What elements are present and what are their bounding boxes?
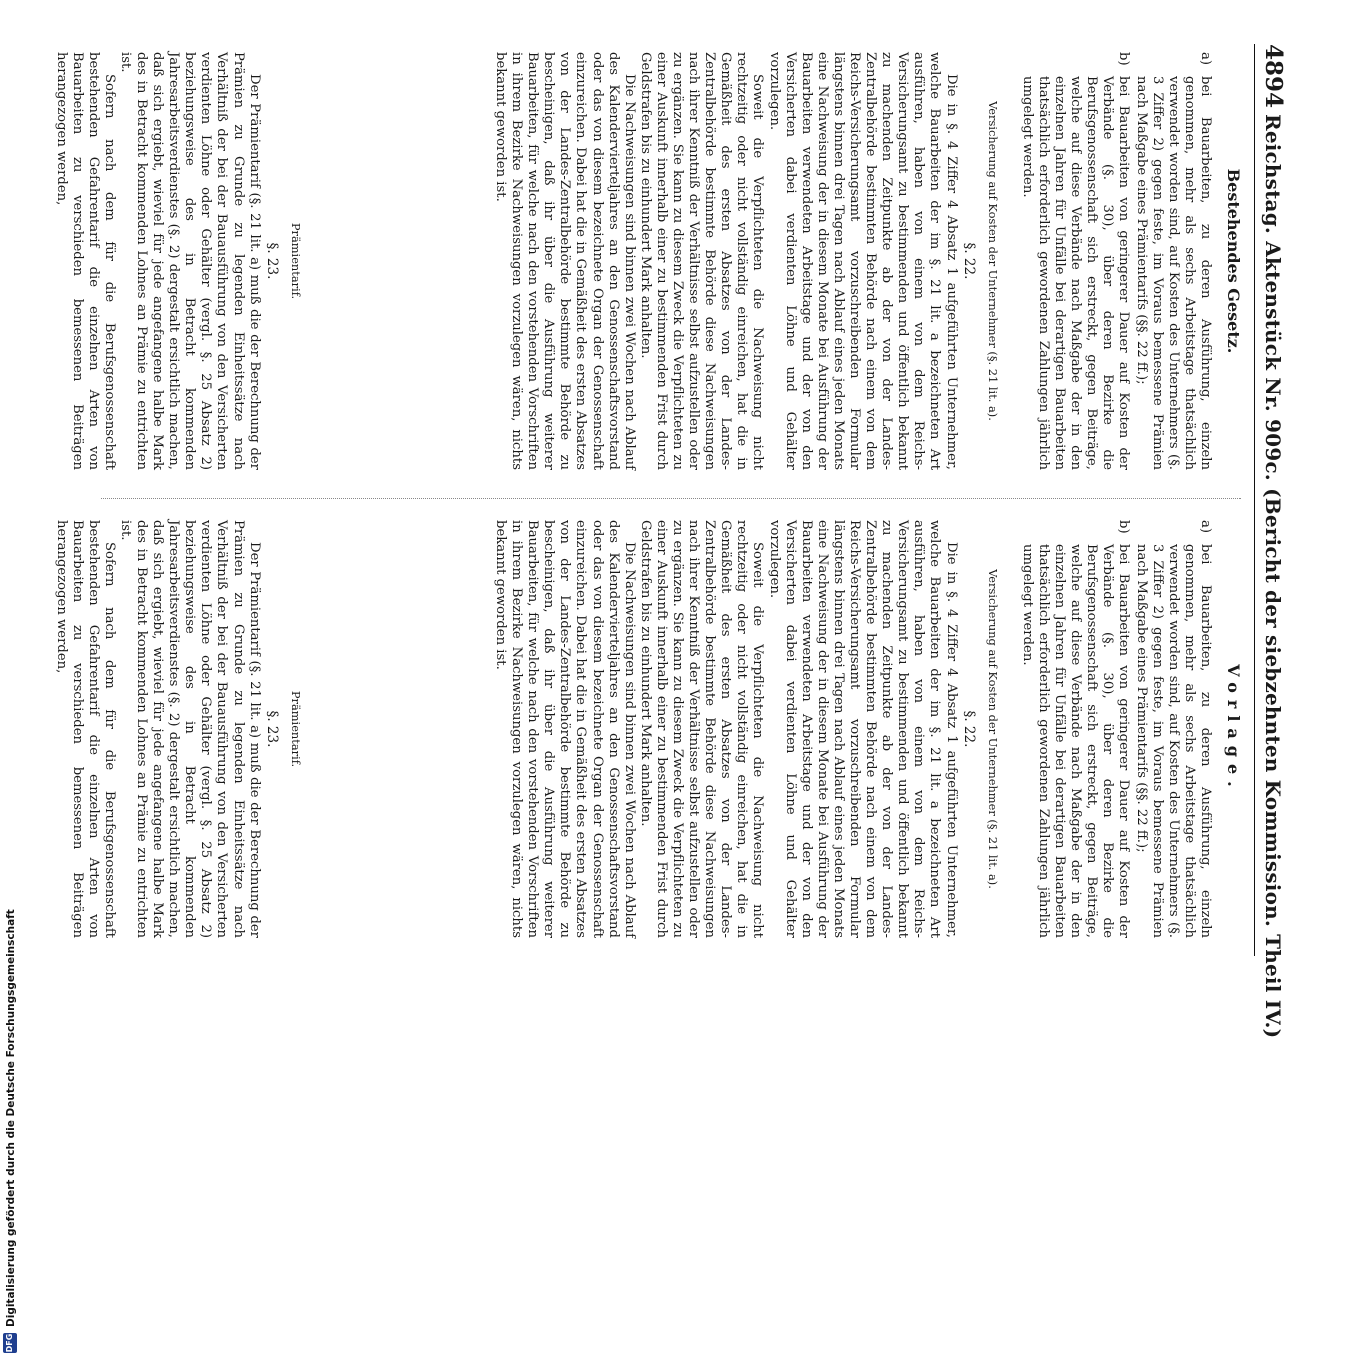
item-label: b) (1116, 52, 1132, 66)
dfg-logo: DFG (3, 1333, 17, 1353)
paragraph: Die Nachweisungen sind binnen zwei Wochen nach Ablauf des Kalendervierteljahres an den Genossenschaftsvorstand oder das von diesem bezeichnete Organ der Genossenschaft einzureichen. Dabei hat die in Gemäßheit des ersten Absatzes von der Landes-Zentralbehörde bestimmte Behörde zu bescheinigen, daß ihr über die Ausführung weiterer Bauarbeiten, für welche nach den vorstehenden Vorschriften in ihrem Bezirke Nachweisungen vorzulegen wären, nichts bekannt geworden ist. (492, 520, 637, 938)
item-label: a) (1197, 52, 1213, 66)
paragraph: Der Prämientarif (§. 21 lit. a) muß die der Berechnung der Prämien zu Grunde zu legenden Einheitssätze nach Verhältniß der bei der Bauausführung von den Versicherten verdienten Löhne oder Gehälter (vergl. §. 25 Absatz 2) beziehungsweise des in Betracht kommenden Jahresarbeitsverdienstes (§. 2) dergestalt ersichtlich machen, daß sich ergiebt, wieviel für jede angefangene halbe Mark des in Betracht kommenden Lohnes an Prämie zu entrichten ist. (117, 520, 262, 938)
list-item (1132, 520, 1212, 938)
running-head: Reichstag. Aktenstück Nr. 909c. (Bericht der siebzehnten Kommission. Theil IV.) (1261, 114, 1285, 1039)
paragraph: Die in §. 4 Ziffer 4 Absatz 1 aufgeführten Unternehmer, welche Bauarbeiten der im §. 21 lit. a bezeichneten Art ausführen, haben von einem von dem Reichs-Versicherungsamt zu bestimmenden und öffentlich bekannt zu machenden Zeitpunkte ab der von der Landes-Zentralbehörde bestimmten Behörde nach einem von dem Reichs-Versicherungsamt vorzuschreibenden Formular längstens binnen drei Tagen nach Ablauf eines jeden Monats eine Nachweisung der in diesem Monate bei Ausführung der Bauarbeiten verwendeten Arbeitstage und der von den Versicherten dabei verdienten Löhne und Gehälter vorzulegen. (766, 520, 959, 938)
item-label: a) (1197, 520, 1213, 534)
section-subheading: Prämientarif. (288, 222, 303, 300)
section-subheading: Versicherung auf Kosten der Unternehmer (§. 21 lit. a). (985, 569, 1000, 889)
paragraph: Der Prämientarif (§. 21 lit. a) muß die der Berechnung der Prämien zu Grunde zu legenden Einheitssätze nach Verhältniß der bei der Bauausführung von den Versicherten verdienten Löhne oder Gehälter (vergl. §. 25 Absatz 2) beziehungsweise des in Betracht kommenden Jahresarbeitsverdienstes (§. 2) dergestalt ersichtlich machen, daß sich ergiebt, wieviel für jede angefangene halbe Mark des in Betracht kommenden Lohnes an Prämie zu entrichten ist. (117, 52, 262, 470)
list-item (1019, 52, 1132, 470)
section-number: §. 23. (263, 242, 280, 280)
paragraph: Die in §. 4 Ziffer 4 Absatz 1 aufgeführten Unternehmer, welche Bauarbeiten der im §. 21 lit. a bezeichneten Art ausführen, haben von einem von dem Reichs-Versicherungsamt zu bestimmenden und öffentlich bekannt zu machenden Zeitpunkte ab der von der Landes-Zentralbehörde bestimmten Behörde nach einem von dem Reichs-Versicherungsamt vorzuschreibenden Formular längstens binnen drei Tagen nach Ablauf eines jeden Monats eine Nachweisung der in diesem Monate bei Ausführung der Bauarbeiten verwendeten Arbeitstage und der von den Versicherten dabei verdienten Löhne und Gehälter vorzulegen. (766, 52, 959, 470)
section-subheading: Prämientarif. (288, 690, 303, 768)
item-text: bei Bauarbeiten, zu deren Ausführung, einzeln genommen, mehr als sechs Arbeitstage thatsächlich verwendet worden sind, auf Kosten des Unternehmers (§. 3 Ziffer 2) gegen feste, im Voraus bemessene Prämien nach Maßgabe eines Prämientarifs (§§. 22 ff.); (1133, 544, 1213, 938)
column-existing-law (53, 52, 1243, 470)
section-number: §. 22. (960, 710, 977, 748)
page-header (1254, 44, 1289, 1039)
digitization-footer (0, 353, 20, 1353)
item-text: bei Bauarbeiten von geringerer Dauer auf Kosten der Verbände (§. 30), über deren Bezirke die Berufsgenossenschaft sich erstreckt, gegen Beiträge, welche auf diese Verbände nach Maßgabe der in den einzelnen Jahren für Unfälle bei derartigen Bauarbeiten thatsächlich erforderlich gewordenen Zahlungen jährlich umgelegt werden. (1019, 76, 1132, 470)
item-text: bei Bauarbeiten von geringerer Dauer auf Kosten der Verbände (§. 30), über deren Bezirke die Berufsgenossenschaft sich erstreckt, gegen Beiträge, welche auf diese Verbände nach Maßgabe der in den einzelnen Jahren für Unfälle bei derartigen Bauarbeiten thatsächlich erforderlich gewordenen Zahlungen jährlich umgelegt werden. (1019, 544, 1132, 938)
section-number: §. 23. (263, 710, 280, 748)
item-text: bei Bauarbeiten, zu deren Ausführung, einzeln genommen, mehr als sechs Arbeitstage thatsächlich verwendet worden sind, auf Kosten des Unternehmers (§. 3 Ziffer 2) gegen feste, im Voraus bemessene Prämien nach Maßgabe eines Prämientarifs (§§. 22 ff.); (1133, 76, 1213, 470)
column-title: Bestehendes Gesetz. (1224, 168, 1243, 354)
paragraph: Sofern nach dem für die Berufsgenossenschaft bestehenden Gefahrentarif die einzelnen Arten von Bauarbeiten zu verschieden bemessenen Beiträgen herangezogen werden, (53, 520, 117, 938)
footer-credit: Digitalisierung gefördert durch die Deutsche Forschungsgemeinschaft (5, 909, 17, 1327)
section-number: §. 22. (960, 242, 977, 280)
column-proposal (53, 520, 1243, 938)
paragraph: Soweit die Verpflichteten die Nachweisung nicht rechtzeitig oder nicht vollständig einreichen, hat die in Gemäßheit des ersten Absatzes von der Landes-Zentralbehörde bestimmte Behörde diese Nachweisungen nach ihrer Kenntniß der Verhältnisse selbst aufzustellen oder zu ergänzen. Sie kann zu diesem Zweck die Verpflichteten zu einer Auskunft innerhalb einer zu bestimmenden Frist durch Geldstrafen bis zu einhundert Mark anhalten. (637, 520, 766, 938)
item-label: b) (1116, 520, 1132, 534)
paragraph: Die Nachweisungen sind binnen zwei Wochen nach Ablauf des Kalendervierteljahres an den Genossenschaftsvorstand oder das von diesem bezeichnete Organ der Genossenschaft einzureichen. Dabei hat die in Gemäßheit des ersten Absatzes von der Landes-Zentralbehörde bestimmte Behörde zu bescheinigen, daß ihr über die Ausführung weiterer Bauarbeiten, für welche nach den vorstehenden Vorschriften in ihrem Bezirke Nachweisungen vorzulegen wären, nichts bekannt geworden ist. (492, 52, 637, 470)
page-number: 4894 (1260, 44, 1287, 109)
paragraph: Sofern nach dem für die Berufsgenossenschaft bestehenden Gefahrentarif die einzelnen Arten von Bauarbeiten zu verschieden bemessenen Beiträgen herangezogen werden, (53, 52, 117, 470)
list-item (1019, 520, 1132, 938)
section-subheading: Versicherung auf Kosten der Unternehmer (§. 21 lit. a). (985, 101, 1000, 421)
column-title: Vorlage. (1224, 664, 1243, 794)
list-item (1132, 52, 1212, 470)
paragraph: Soweit die Verpflichteten die Nachweisung nicht rechtzeitig oder nicht vollständig einreichen, hat die in Gemäßheit des ersten Absatzes von der Landes-Zentralbehörde bestimmte Behörde diese Nachweisungen nach ihrer Kenntniß der Verhältnisse selbst aufzustellen oder zu ergänzen. Sie kann zu diesem Zweck die Verpflichteten zu einer Auskunft innerhalb einer zu bestimmenden Frist durch Geldstrafen bis zu einhundert Mark anhalten. (637, 52, 766, 470)
column-divider (101, 498, 1241, 499)
